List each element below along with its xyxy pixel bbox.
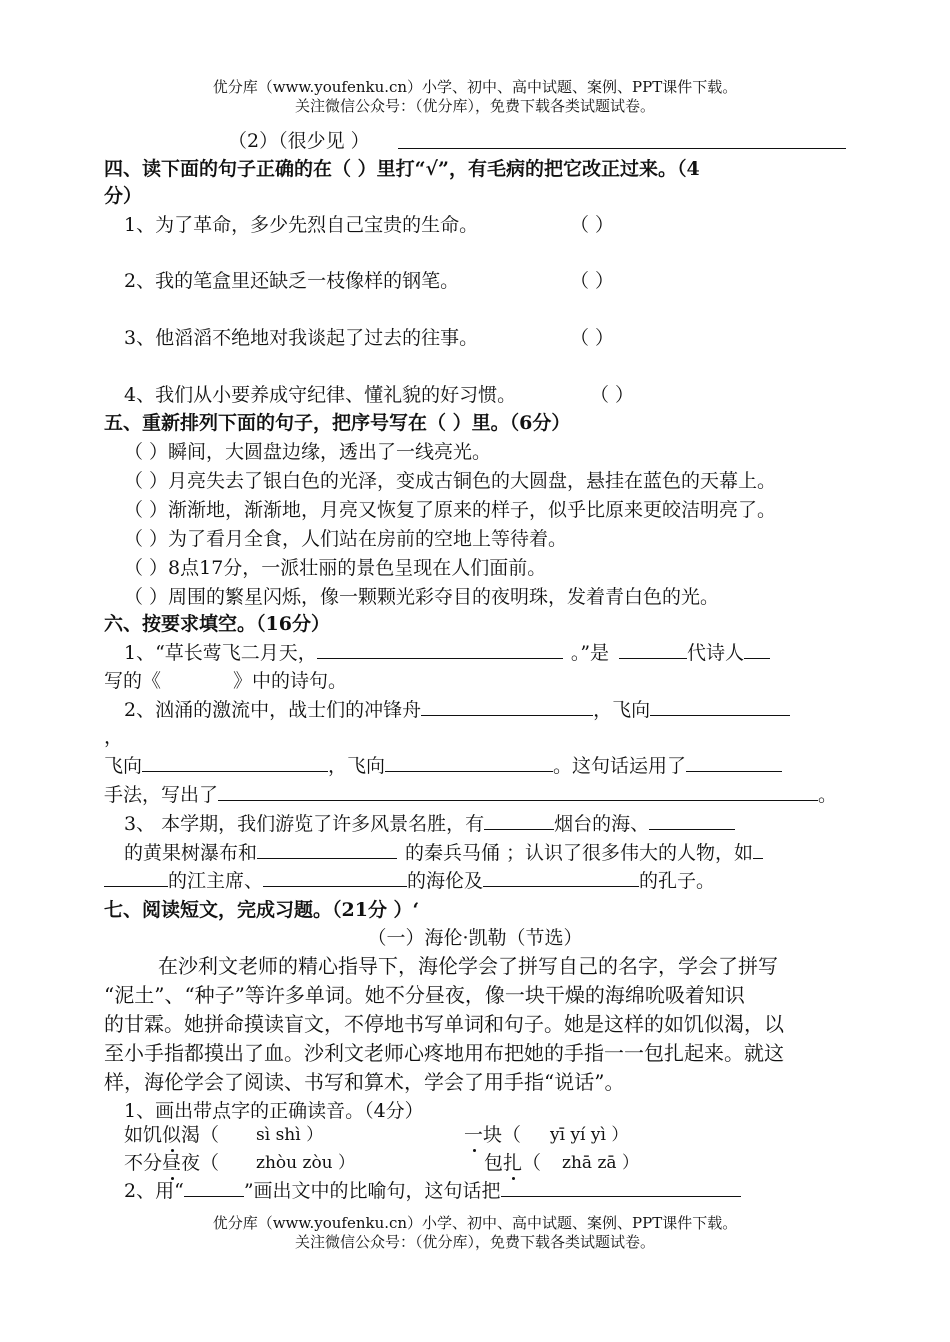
- q1-text-d: 写的《: [104, 670, 162, 692]
- pinyin-word-4: [484, 1150, 541, 1176]
- q1-text-e: 》中的诗句。: [233, 670, 348, 692]
- w4-dot-char: 扎: [503, 1152, 523, 1174]
- section5-item-6: （ ）周围的繁星闪烁，像一颗颗光彩夺目的夜明珠，发着青白色的光。: [124, 586, 720, 608]
- q2-blank-4[interactable]: [385, 753, 553, 772]
- q2-blank-5[interactable]: [686, 753, 782, 772]
- top-item: [228, 128, 370, 154]
- w2-post: 块（: [483, 1124, 522, 1146]
- q3-blank-6[interactable]: [263, 868, 407, 887]
- section6-q3-line1: [124, 811, 735, 837]
- section4-paren-4[interactable]: （ ）: [590, 384, 635, 406]
- section4-paren-3[interactable]: （ ）: [570, 327, 615, 349]
- q3-text-f: 的海伦及: [407, 870, 484, 892]
- section4-paren-2[interactable]: （ ）: [570, 270, 615, 292]
- q2-blank-3[interactable]: [142, 753, 328, 772]
- q3-text-c: 的黄果树瀑布和: [124, 842, 258, 864]
- section7-title: 七、阅读短文，完成习题。（21分 ）‘: [104, 899, 420, 921]
- section4-title-cont: 分）: [104, 185, 143, 207]
- section6-q1-line2: [104, 668, 347, 694]
- section5-item-4: （ ）为了看月全食，人们站在房前的空地上等待着。: [124, 528, 568, 550]
- section4-title: 四、读下面的句子正确的在（ ）里打“√”，有毛病的把它改正过来。（4: [104, 158, 700, 180]
- section6-q1-line1: [124, 640, 770, 666]
- q1-text-c: 代诗人: [687, 642, 745, 664]
- section6-q3-line2: [124, 840, 763, 866]
- passage-title: （一）海伦·凯勒（节选）: [367, 927, 583, 949]
- w1-pre: 如饥: [124, 1124, 163, 1146]
- q1-blank-2[interactable]: [619, 640, 687, 659]
- section4-item-2: 2、我的笔盒里还缺乏一枝像样的钢笔。: [124, 270, 460, 292]
- pinyin-options-4[interactable]: zhā zā ）: [562, 1153, 639, 1173]
- header-line-2: 关注微信公众号：（优分库），免费下载各类试题试卷。: [294, 97, 655, 115]
- q2-blank-2[interactable]: [650, 697, 790, 716]
- q2-underline-sample[interactable]: [184, 1178, 244, 1197]
- w3-pre: 不分: [124, 1152, 163, 1174]
- section7-q2: [124, 1178, 741, 1204]
- passage-line-1: 在沙利文老师的精心指导下，海伦学会了拼写自己的名字，学会了拼写: [158, 954, 778, 978]
- section4-item-3: 3、他滔滔不绝地对我谈起了过去的往事。: [124, 327, 479, 349]
- section6-q3-line3: [104, 868, 715, 894]
- q2-blank-6[interactable]: [218, 782, 818, 801]
- w3-dot-char: 昼: [162, 1152, 182, 1174]
- section5-item-5: （ ）8点17分，一派壮丽的景色呈现在人们面前。: [124, 557, 547, 579]
- q3-blank-2[interactable]: [649, 811, 735, 830]
- top-item-label: （2）（很少见 ）: [228, 130, 370, 152]
- q3-text-b: 烟台的海、: [554, 813, 650, 835]
- pinyin-word-2: [464, 1122, 521, 1148]
- section5-item-3: （ ）渐渐地，渐渐地，月亮又恢复了原来的样子，似乎比原来更皎洁明亮了。: [124, 499, 777, 521]
- w1-dot-char: 似: [162, 1124, 182, 1146]
- section5-item-2: （ ）月亮失去了银白色的光泽，变成古铜色的大圆盘，悬挂在蓝色的天幕上。: [124, 470, 777, 492]
- q2-text-b7: ”画出文中的比喻句，这句话把: [243, 1180, 501, 1202]
- q3-blank-7[interactable]: [483, 868, 639, 887]
- q3-text-g: 的孔子。: [639, 870, 716, 892]
- section6-q2-line1: [124, 697, 790, 723]
- section6-title: 六、按要求填空。（16分）: [104, 613, 330, 635]
- q2-text-b: ，飞向: [593, 699, 651, 721]
- q3-blank-4[interactable]: [753, 840, 763, 859]
- passage-line-5: 样，海伦学会了阅读、书写和算术，学会了用手指“说话”。: [104, 1070, 625, 1094]
- passage-line-3: 的甘霖。她拼命摸读盲文，不停地书写单词和句子。她是这样的如饥似渴，以: [104, 1012, 784, 1036]
- top-item-blank[interactable]: [398, 130, 846, 149]
- section4-item-1: 1、为了革命，多少先烈自己宝贵的生命。: [124, 214, 479, 236]
- pinyin-options-3[interactable]: zhòu zòu ）: [256, 1153, 356, 1173]
- q2-text-a: 2、汹涌的激流中，战士们的冲锋舟: [124, 699, 422, 721]
- q3-blank-1[interactable]: [484, 811, 554, 830]
- q3-blank-5[interactable]: [104, 868, 168, 887]
- section5-title: 五、重新排列下面的句子，把序号写在（ ）里。（6分）: [104, 412, 571, 434]
- q3-text-e: 的江主席、: [168, 870, 264, 892]
- w2-dot-char: 一: [464, 1124, 484, 1146]
- section4-item-4: 4、我们从小要养成守纪律、懂礼貌的好习惯。: [124, 384, 517, 406]
- q2-text-f: 手法，写出了: [104, 784, 219, 806]
- q2-text-g: 。: [818, 784, 838, 806]
- section7-q1: 1、画出带点字的正确读音。（4分）: [124, 1100, 424, 1122]
- w1-post: 渴（: [181, 1124, 220, 1146]
- q2-text-d: ，飞向: [328, 755, 386, 777]
- footer-line-1: 优分库（www.youfenku.cn）小学、初中、高中试题、案例、PPT课件下载。: [212, 1214, 738, 1232]
- w4-pre: 包: [484, 1152, 504, 1174]
- q2-text-a7: 2、用“: [124, 1180, 184, 1202]
- header-line-1: 优分库（www.youfenku.cn）小学、初中、高中试题、案例、PPT课件下载。: [212, 78, 738, 96]
- section6-q2-line3: [104, 782, 837, 808]
- w3-post: 夜（: [181, 1152, 220, 1174]
- q3-text-d: 的秦兵马俑 ；认识了很多伟大的人物，如: [405, 842, 754, 864]
- q2-comma: ，: [104, 726, 124, 748]
- q2-blank-1[interactable]: [421, 697, 593, 716]
- pinyin-word-3: [124, 1150, 219, 1176]
- w4-post: （: [522, 1152, 542, 1174]
- q1-text-a: 1、“草长莺飞二月天，: [124, 642, 317, 664]
- section5-item-1: （ ）瞬间，大圆盘边缘，透出了一线亮光。: [124, 441, 492, 463]
- q3-text-a: 3、 本学期，我们游览了许多风景名胜，有: [124, 813, 485, 835]
- pinyin-word-1: [124, 1122, 219, 1148]
- pinyin-options-2[interactable]: yī yí yì ）: [550, 1125, 629, 1145]
- q3-blank-3[interactable]: [257, 840, 397, 859]
- passage-line-4: 至小手指都摸出了血。沙利文老师心疼地用布把她的手指一一包扎起来。就这: [104, 1041, 784, 1065]
- footer-line-2: 关注微信公众号：（优分库），免费下载各类试题试卷。: [294, 1233, 655, 1251]
- q1-blank-3[interactable]: [744, 640, 770, 659]
- passage-line-2: “泥土”、“种子”等许多单词。她不分昼夜，像一块干燥的海绵吮吸着知识: [104, 983, 745, 1007]
- q2-text-e: 。这句话运用了: [553, 755, 687, 777]
- pinyin-options-1[interactable]: sì shì ）: [256, 1125, 324, 1145]
- q2-blank-7[interactable]: [501, 1178, 741, 1197]
- section4-paren-1[interactable]: （ ）: [570, 214, 615, 236]
- q1-blank-1[interactable]: [317, 640, 563, 659]
- q2-text-c: 飞向: [104, 755, 143, 777]
- section6-q2-line2: [104, 753, 782, 779]
- q1-text-b: 。”是: [570, 642, 610, 664]
